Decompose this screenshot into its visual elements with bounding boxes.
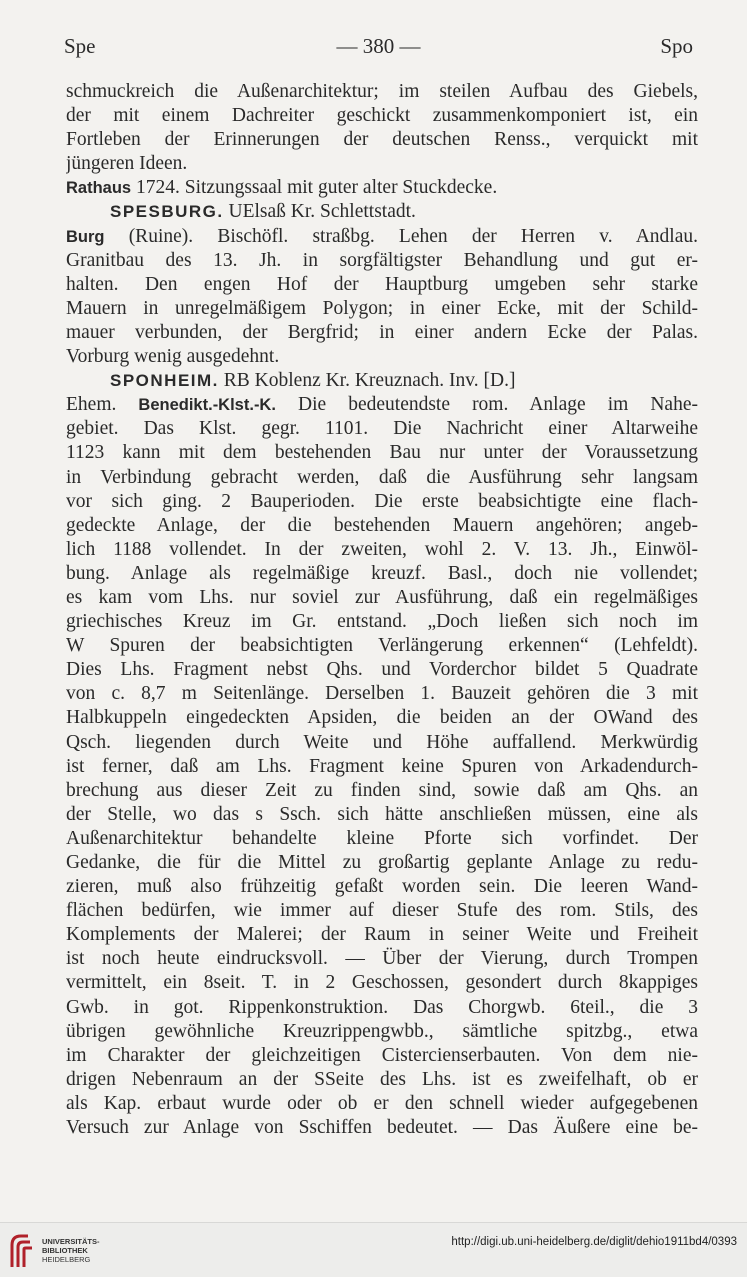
text-line xyxy=(66,369,698,393)
text-line xyxy=(66,586,698,610)
text-line xyxy=(66,1116,698,1140)
text-line xyxy=(66,971,698,995)
text-run: übrigen gewöhnliche Kreuzrippengwbb., sämtliche spitzbg., etwa xyxy=(66,1020,698,1042)
text-run: Granitbau des 13. Jh. in sorgfältigster Behandlung und gut er- xyxy=(66,249,698,271)
text-run: vor sich ging. 2 Bauperioden. Die erste beabsichtigte eine flach- xyxy=(66,490,698,512)
text-run: Die bedeutendste rom. Anlage im Nahe- xyxy=(275,394,698,416)
text-run: Dies Lhs. Fragment nebst Qhs. und Vorderchor bildet 5 Quadrate xyxy=(66,659,698,681)
text-line xyxy=(66,104,698,128)
text-line xyxy=(66,899,698,923)
text-line xyxy=(66,875,698,899)
text-run: W Spuren der beabsichtigten Verlängerung erkennen“ (Lehfeldt). xyxy=(66,635,698,657)
page-number: — 380 — xyxy=(336,34,421,58)
text-line xyxy=(66,610,698,634)
text-run: ist noch heute eindrucksvoll. — Über der Vierung, durch Trompen xyxy=(66,948,698,970)
text-line xyxy=(66,803,698,827)
text-line xyxy=(66,538,698,562)
text-run: griechisches Kreuz im Gr. entstand. „Doch ließen sich noch im xyxy=(66,611,698,633)
text-run: Fortleben der Erinnerungen der deutschen Renss., verquickt mit xyxy=(66,129,698,151)
text-run: in Verbindung gebracht werden, daß die Ausführung sehr langsam xyxy=(66,466,698,488)
text-line xyxy=(66,947,698,971)
text-line xyxy=(66,152,698,176)
heading-term: Benedikt.-Klst.-K. xyxy=(138,396,276,415)
text-line xyxy=(66,490,698,514)
text-line xyxy=(66,514,698,538)
text-run: im Charakter der gleichzeitigen Cistercienserbauten. Von dem nie- xyxy=(66,1044,698,1066)
text-run: 1724. Sitzungssaal mit guter alter Stuckdecke. xyxy=(131,177,498,199)
text-run: jüngeren Ideen. xyxy=(66,153,188,175)
text-run: (Ruine). Bischöfl. straßbg. Lehen der Herren v. Andlau. xyxy=(104,225,698,247)
text-line xyxy=(66,176,698,200)
text-run: von c. 8,7 m Seitenlänge. Derselben 1. Bauzeit gehören die 3 mit xyxy=(66,683,698,705)
header-left-keyword: Spe xyxy=(64,34,96,58)
heading-term: Burg xyxy=(66,227,105,246)
text-line xyxy=(66,1092,698,1116)
heading-term: Rathaus xyxy=(66,179,132,198)
text-line xyxy=(66,634,698,658)
text-run: UElsaß Kr. Schlettstadt. xyxy=(223,201,416,223)
text-line xyxy=(66,827,698,851)
text-line xyxy=(66,200,698,224)
viewer-footer xyxy=(0,1222,747,1277)
text-run: bung. Anlage als regelmäßige kreuzf. Basl., doch nie vollendet; xyxy=(66,562,698,584)
text-run: Ehem. xyxy=(66,394,139,416)
text-run: Außenarchitektur behandelte kleine Pforte sich vorfindet. Der xyxy=(66,827,698,849)
text-line xyxy=(66,731,698,755)
text-line xyxy=(66,417,698,441)
text-run: es kam vom Lhs. nur soviel zur Ausführung, daß ein regelmäßiges xyxy=(66,586,698,608)
heading-term: SPONHEIM. xyxy=(110,371,219,391)
text-run: halten. Den engen Hof der Hauptburg umgeben sehr starke xyxy=(66,273,698,295)
text-run: der Stelle, wo das s Ssch. sich hätte anschließen müssen, eine als xyxy=(66,803,698,825)
text-line xyxy=(66,249,698,273)
text-line xyxy=(66,225,698,249)
text-run: Versuch zur Anlage von Sschiffen bedeutet. — Das Äußere eine be- xyxy=(66,1117,698,1139)
text-line xyxy=(66,996,698,1020)
text-line xyxy=(66,779,698,803)
text-run: Gwb. in got. Rippenkonstruktion. Das Chorgwb. 6teil., die 3 xyxy=(66,996,698,1018)
text-run: flächen bedürfen, wie immer auf dieser Stufe des rom. Stils, des xyxy=(66,900,698,922)
text-line xyxy=(66,923,698,947)
text-line xyxy=(66,393,698,417)
text-run: Halbkuppeln eingedeckten Apsiden, die beiden an der OWand des xyxy=(66,707,698,729)
text-run: RB Koblenz Kr. Kreuznach. Inv. [D.] xyxy=(218,370,516,392)
text-run: Qsch. liegenden durch Weite und Höhe auffallend. Merkwürdig xyxy=(66,731,698,753)
text-line xyxy=(66,273,698,297)
text-line xyxy=(66,851,698,875)
text-run: der mit einem Dachreiter geschickt zusammenkomponiert ist, ein xyxy=(66,105,698,127)
text-line xyxy=(66,466,698,490)
text-run: vermittelt, ein 8seit. T. in 2 Geschossen, gesondert durch 8kappiges xyxy=(66,972,698,994)
text-run: Mauern in unregelmäßigem Polygon; in einer Ecke, mit der Schild- xyxy=(66,297,698,319)
heading-term: SPESBURG. xyxy=(110,202,224,222)
text-run: als Kap. erbaut wurde oder ob er den schnell wieder aufgegebenen xyxy=(66,1092,698,1114)
text-line xyxy=(66,1044,698,1068)
text-line xyxy=(66,80,698,104)
running-header xyxy=(64,34,693,64)
text-line xyxy=(66,321,698,345)
text-run: zieren, muß also frühzeitig gefaßt worden sein. Die leeren Wand- xyxy=(66,876,698,898)
text-run: ist ferner, daß am Lhs. Fragment keine Spuren von Arkadendurch- xyxy=(66,755,698,777)
text-line xyxy=(66,1068,698,1092)
text-line xyxy=(66,755,698,779)
permalink-url[interactable]: http://digi.ub.uni-heidelberg.de/diglit/dehio1911bd4/0393 xyxy=(451,1236,737,1248)
body-text xyxy=(66,80,698,1140)
text-run: mauer verbunden, der Bergfrid; in einer andern Ecke der Palas. xyxy=(66,321,698,343)
library-logo-icon xyxy=(8,1233,40,1269)
text-run: schmuckreich die Außenarchitektur; im steilen Aufbau des Giebels, xyxy=(66,81,698,102)
text-line xyxy=(66,562,698,586)
text-line xyxy=(66,682,698,706)
text-run: brechung aus dieser Zeit zu finden sind, sowie daß am Qhs. an xyxy=(66,779,698,801)
text-run: drigen Nebenraum an der SSeite des Lhs. ist es zweifelhaft, ob er xyxy=(66,1068,698,1090)
text-line xyxy=(66,1020,698,1044)
text-line xyxy=(66,706,698,730)
text-run: gedeckte Anlage, der die bestehenden Mauern angehören; angeb- xyxy=(66,514,698,536)
text-line xyxy=(66,441,698,465)
library-name: UNIVERSITÄTS- BIBLIOTHEK HEIDELBERG xyxy=(42,1237,100,1264)
text-line xyxy=(66,128,698,152)
text-run: 1123 kann mit dem bestehenden Bau nur unter der Voraussetzung xyxy=(66,442,698,464)
text-run: lich 1188 vollendet. In der zweiten, wohl 2. V. 13. Jh., Einwöl- xyxy=(66,538,698,560)
text-run: Komplements der Malerei; der Raum in seiner Weite und Freiheit xyxy=(66,924,698,946)
header-right-keyword: Spo xyxy=(660,34,693,58)
text-run: gebiet. Das Klst. gegr. 1101. Die Nachricht einer Altarweihe xyxy=(66,418,698,440)
text-run: Gedanke, die für die Mittel zu großartig geplante Anlage zu redu- xyxy=(66,852,698,873)
text-line xyxy=(66,658,698,682)
text-line xyxy=(66,345,698,369)
text-line xyxy=(66,297,698,321)
text-run: Vorburg wenig ausgedehnt. xyxy=(66,346,280,368)
